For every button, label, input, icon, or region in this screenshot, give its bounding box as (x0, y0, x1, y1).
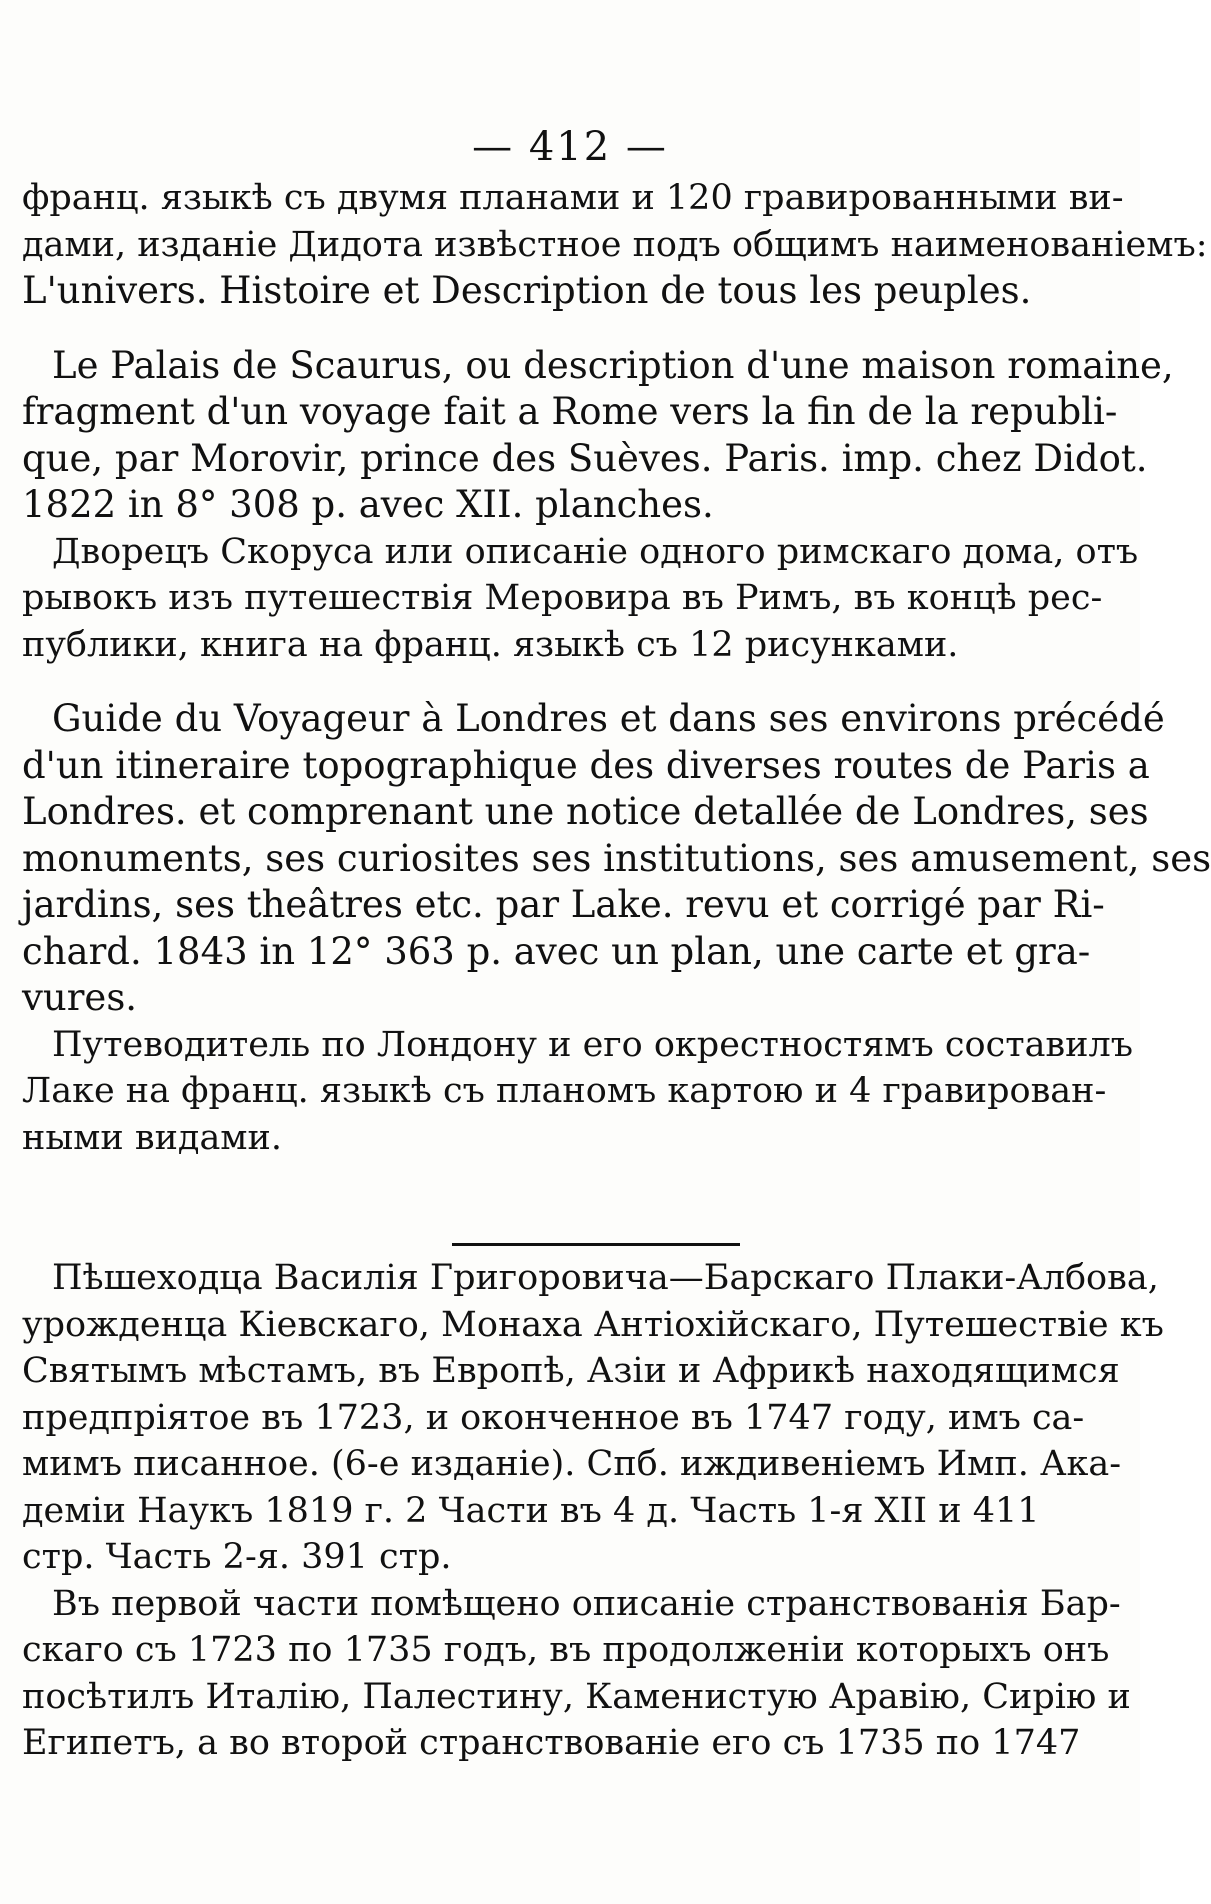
text-line: fragment d'un voyage fait a Rome vers la fin de la republi- (22, 390, 1118, 433)
text-line: L'univers. Histoire et Description de tous les peuples. (22, 269, 1032, 312)
text-line: que, par Morovir, prince des Suèves. Paris. imp. chez Didot. (22, 436, 1148, 480)
text-line: мимъ писанное. (6-е изданіе). Спб. иждивеніемъ Имп. Ака- (22, 1444, 1122, 1484)
text-line: Путеводитель по Лондону и его окрестностямъ составилъ (52, 1024, 1133, 1065)
entry-guide-du-voyageur (22, 696, 1211, 1022)
text-line: d'un itineraire topographique des diverses routes de Paris a (22, 743, 1150, 787)
entry-v-pervoy-chasti (22, 1581, 1131, 1767)
text-line: Пѣшеходца Василія Григоровича—Барскаго Плаки-Албова, (52, 1258, 1159, 1298)
text-line: vures. (22, 976, 138, 1019)
text-line: стр. Часть 2-я. 391 стр. (22, 1537, 452, 1577)
text-line: Guide du Voyageur à Londres et dans ses environs précédé (52, 697, 1165, 740)
entry-l-univers (22, 175, 1208, 315)
page-body (22, 175, 1211, 1767)
text-line: Лаке на франц. языкѣ съ планомъ картою и 4 гравирован- (22, 1071, 1107, 1111)
text-line: chard. 1843 in 12° 363 p. avec un plan, une carte et gra- (22, 929, 1091, 973)
text-line: скаго съ 1723 по 1735 годъ, въ продолженіи которыхъ онъ (22, 1630, 1110, 1670)
entry-peshekhodtsa (22, 1255, 1164, 1581)
entry-dvorets-skorusa (22, 529, 1139, 669)
entry-palais-de-scaurus (22, 343, 1174, 529)
text-line: Londres. et comprenant une notice detallée de Londres, ses (22, 790, 1149, 833)
page-number: — 412 — (472, 124, 668, 170)
text-line: jardins, ses theâtres etc. par Lake. revu et corrigé par Ri- (22, 883, 1105, 926)
entry-putevoditel-po-londonu (22, 1022, 1133, 1162)
text-line: предпріятое въ 1723, и оконченное въ 1747 году, имъ са- (22, 1397, 1085, 1438)
text-line: деміи Наукъ 1819 г. 2 Части въ 4 д. Часть 1-я XII и 411 (22, 1490, 1040, 1531)
divider-rule (452, 1243, 740, 1246)
text-line: Въ первой части помѣщено описаніе странствованія Бар- (52, 1583, 1121, 1624)
text-line: Le Palais de Scaurus, ou description d'une maison romaine, (52, 343, 1174, 387)
text-line: посѣтилъ Италію, Палестину, Каменистую Аравію, Сирію и (22, 1676, 1131, 1717)
text-line: monuments, ses curiosites ses institutions, ses amusement, ses (22, 836, 1211, 880)
text-line: рывокъ изъ путешествія Меровира въ Римъ, въ концѣ рес- (22, 578, 1103, 618)
text-line: 1822 in 8° 308 p. avec XII. planches. (22, 483, 714, 526)
section-divider (22, 1161, 1030, 1251)
text-line: дами, изданіе Дидота извѣстное подъ общимъ наименованіемъ: (22, 224, 1208, 265)
text-line: Египетъ, а во второй странствованіе его съ 1735 по 1747 (22, 1723, 1081, 1763)
text-line: Дворецъ Скоруса или описаніе одного римскаго дома, отъ (52, 531, 1139, 572)
text-line: ными видами. (22, 1117, 282, 1158)
text-line: Святымъ мѣстамъ, въ Европѣ, Азіи и Африкѣ находящимся (22, 1351, 1120, 1391)
text-line: франц. языкѣ съ двумя планами и 120 гравированными ви- (22, 178, 1124, 218)
text-line: публики, книга на франц. языкѣ съ 12 рисунками. (22, 624, 959, 665)
text-line: урожденца Кіевскаго, Монаха Антіохійскаго, Путешествіе къ (22, 1304, 1164, 1345)
